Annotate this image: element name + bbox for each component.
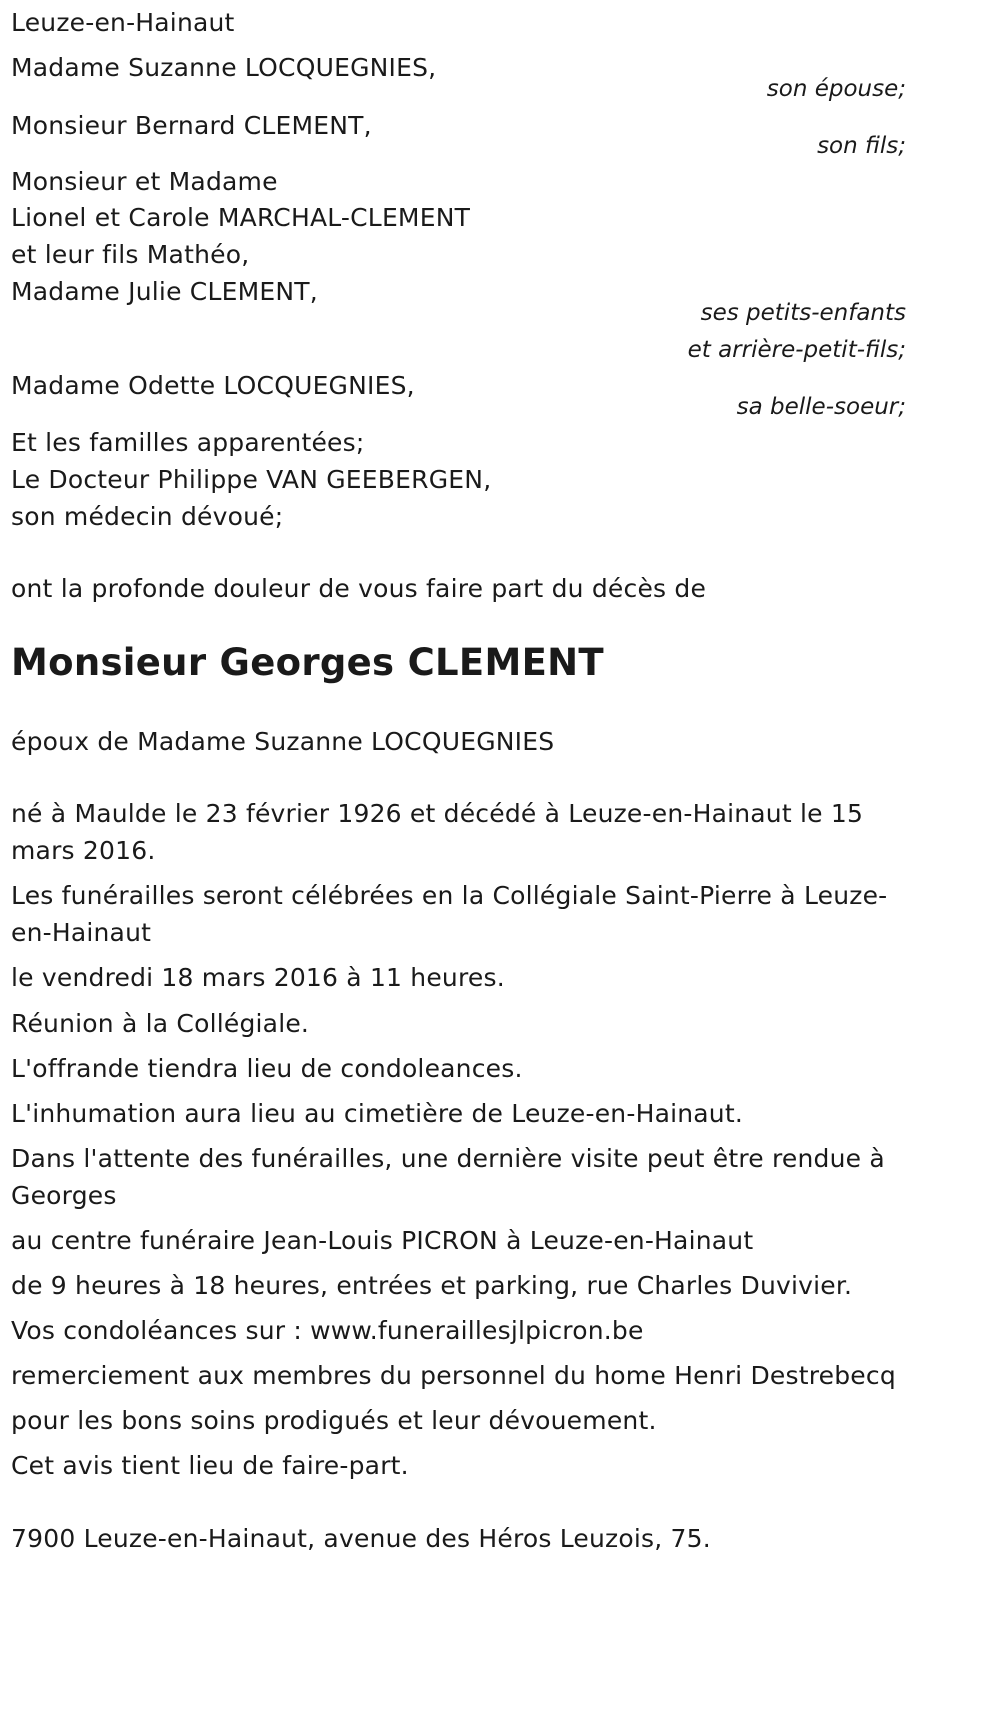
detail-burial: L'inhumation aura lieu au cimetière de Leuze-en-Hainaut. [11,1099,743,1128]
detail-notice: Cet avis tient lieu de faire-part. [11,1451,409,1480]
relation-grandchildren-2: et arrière-petit-fils; [687,337,906,363]
detail-offering: L'offrande tiendra lieu de condoleances. [11,1054,523,1083]
others-line-2: Le Docteur Philippe VAN GEEBERGEN, [11,465,492,494]
detail-gathering: Réunion à la Collégiale. [11,1009,310,1038]
detail-birth-death: né à Maulde le 23 février 1926 et décédé à Leuze-en-Hainaut le 15 mars 2016. [11,799,864,865]
announcement: ont la profonde douleur de vous faire part du décès de [11,574,707,603]
family-name-grandchildren-2: Lionel et Carole MARCHAL-CLEMENT [11,203,471,232]
relation-son: son fils; [817,133,906,159]
family-name-sister-in-law: Madame Odette LOCQUEGNIES, [11,371,415,400]
family-name-son: Monsieur Bernard CLEMENT, [11,111,372,140]
others-line-1: Et les familles apparentées; [11,428,365,457]
relation-sister-in-law: sa belle-soeur; [736,394,906,420]
relation-grandchildren-1: ses petits-enfants [700,300,906,326]
spouse-line: époux de Madame Suzanne LOCQUEGNIES [11,727,555,756]
detail-visiting-hours: de 9 heures à 18 heures, entrées et parking, rue Charles Duvivier. [11,1271,853,1300]
detail-condolences-website: Vos condoléances sur : www.funeraillesjlpicron.be [11,1316,644,1345]
deceased-name: Monsieur Georges CLEMENT [11,641,604,684]
location: Leuze-en-Hainaut [11,8,235,37]
detail-funeral-center: au centre funéraire Jean-Louis PICRON à Leuze-en-Hainaut [11,1226,754,1255]
family-name-grandchildren-4: Madame Julie CLEMENT, [11,277,318,306]
detail-last-visit: Dans l'attente des funérailles, une dernière visite peut être rendue à Georges [11,1144,885,1210]
detail-thanks-1: remerciement aux membres du personnel du home Henri Destrebecq [11,1361,896,1390]
family-name-grandchildren-1: Monsieur et Madame [11,167,278,196]
detail-funeral-location: Les funérailles seront célébrées en la Collégiale Saint-Pierre à Leuze-en-Hainaut [11,881,888,947]
family-name-grandchildren-3: et leur fils Mathéo, [11,240,250,269]
address: 7900 Leuze-en-Hainaut, avenue des Héros Leuzois, 75. [11,1524,711,1553]
relation-spouse: son épouse; [766,76,906,102]
others-line-3: son médecin dévoué; [11,502,284,531]
detail-thanks-2: pour les bons soins prodigués et leur dévouement. [11,1406,657,1435]
detail-funeral-date: le vendredi 18 mars 2016 à 11 heures. [11,963,505,992]
family-name-spouse: Madame Suzanne LOCQUEGNIES, [11,53,437,82]
